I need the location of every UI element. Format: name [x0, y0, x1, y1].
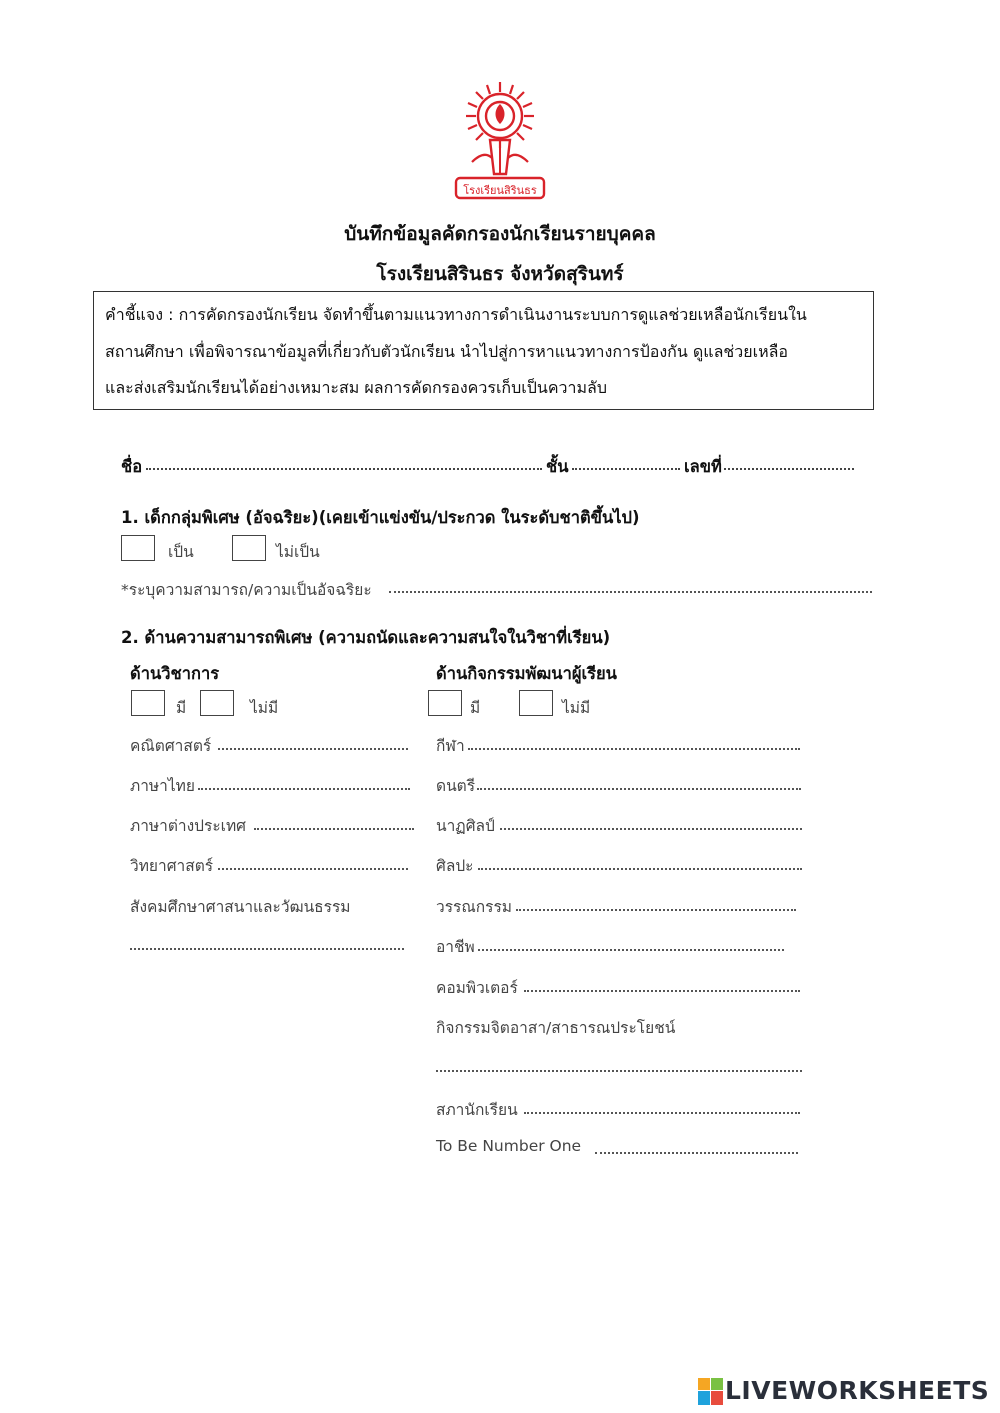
liveworksheets-logo-icon: [698, 1378, 724, 1406]
activity-career-field[interactable]: [478, 949, 784, 951]
academic-yes-label: มี: [176, 699, 187, 717]
academic-item-thai: ภาษาไทย: [130, 777, 195, 795]
academic-item-science: วิทยาศาสตร์: [130, 857, 214, 875]
activity-sports-field[interactable]: [468, 748, 800, 750]
activity-heading: ด้านกิจกรรมพัฒนาผู้เรียน: [436, 664, 617, 683]
number-field[interactable]: [724, 468, 854, 470]
logo-caption: โรงเรียนสิรินธร: [463, 184, 537, 197]
activity-item-art: ศิลปะ: [436, 857, 474, 875]
q1-yes-checkbox[interactable]: [121, 535, 155, 561]
activity-volunteer-field[interactable]: [436, 1070, 802, 1072]
activity-student-council-field[interactable]: [524, 1112, 800, 1114]
q1-specify-label: *ระบุความสามารถ/ความเป็นอัจฉริยะ: [121, 581, 372, 599]
q2-title: 2. ด้านความสามารถพิเศษ (ความถนัดและความสนใจในวิชาที่เรียน): [121, 628, 611, 647]
instruction-line-1: คำชี้แจง : การคัดกรองนักเรียน จัดทำขึ้นตามแนวทางการดำเนินงานระบบการดูแลช่วยเหลือนักเรียนใน: [105, 305, 807, 324]
instruction-line-2: สถานศึกษา เพื่อพิจารณาข้อมูลที่เกี่ยวกับตัวนักเรียน นำไปสู่การหาแนวทางการป้องกัน ดูแลช่วยเหลือ: [105, 342, 789, 361]
academic-no-checkbox[interactable]: [200, 690, 234, 716]
q1-specify-field[interactable]: [389, 591, 872, 593]
liveworksheets-wordmark: LIVEWORKSHEETS: [725, 1376, 990, 1405]
activity-item-to-be-number-one: To Be Number One: [436, 1137, 582, 1155]
activity-item-volunteer: กิจกรรมจิตอาสา/สาธารณประโยชน์: [436, 1019, 676, 1037]
activity-art-field[interactable]: [478, 868, 802, 870]
activity-item-music: ดนตรี: [436, 777, 476, 795]
q1-no-checkbox[interactable]: [232, 535, 266, 561]
activity-computer-field[interactable]: [524, 990, 800, 992]
activity-item-dance: นาฏศิลป์: [436, 817, 495, 835]
instruction-line-3: และส่งเสริมนักเรียนได้อย่างเหมาะสม ผลการคัดกรองควรเก็บเป็นความลับ: [105, 378, 607, 397]
academic-item-social-studies: สังคมศึกษาศาสนาและวัฒนธรรม: [130, 898, 351, 916]
academic-thai-field[interactable]: [198, 788, 410, 790]
school-name: โรงเรียนสิรินธร จังหวัดสุรินทร์: [376, 263, 624, 285]
q1-no-label: ไม่เป็น: [276, 543, 320, 561]
class-field[interactable]: [572, 468, 680, 470]
activity-no-checkbox[interactable]: [519, 690, 553, 716]
activity-item-computer: คอมพิวเตอร์: [436, 979, 518, 997]
academic-no-label: ไม่มี: [250, 699, 279, 717]
activity-to-be-number-one-field[interactable]: [595, 1152, 798, 1154]
academic-science-field[interactable]: [218, 868, 408, 870]
academic-yes-checkbox[interactable]: [131, 690, 165, 716]
activity-dance-field[interactable]: [500, 828, 802, 830]
page-title: บันทึกข้อมูลคัดกรองนักเรียนรายบุคคล: [344, 223, 656, 245]
academic-other-field[interactable]: [130, 948, 404, 950]
activity-yes-label: มี: [470, 699, 481, 717]
academic-math-field[interactable]: [218, 748, 408, 750]
academic-item-foreign-language: ภาษาต่างประเทศ: [130, 817, 247, 835]
activity-music-field[interactable]: [477, 788, 801, 790]
number-label: เลขที่: [684, 457, 722, 476]
activity-item-student-council: สภานักเรียน: [436, 1101, 518, 1119]
activity-no-label: ไม่มี: [562, 699, 591, 717]
academic-foreign-language-field[interactable]: [254, 828, 414, 830]
academic-item-math: คณิตศาสตร์: [130, 737, 212, 755]
activity-item-career: อาชีพ: [436, 938, 475, 956]
q1-title: 1. เด็กกลุ่มพิเศษ (อัจฉริยะ)(เคยเข้าแข่งขัน/ประกวด ในระดับชาติขึ้นไป): [121, 508, 640, 527]
name-label: ชื่อ: [121, 457, 143, 476]
academic-heading: ด้านวิชาการ: [130, 664, 220, 683]
activity-literature-field[interactable]: [516, 909, 796, 911]
q1-yes-label: เป็น: [168, 543, 194, 561]
class-label: ชั้น: [546, 457, 569, 476]
name-field[interactable]: [146, 468, 542, 470]
activity-item-sports: กีฬา: [436, 737, 465, 755]
activity-yes-checkbox[interactable]: [428, 690, 462, 716]
activity-item-literature: วรรณกรรม: [436, 898, 512, 916]
